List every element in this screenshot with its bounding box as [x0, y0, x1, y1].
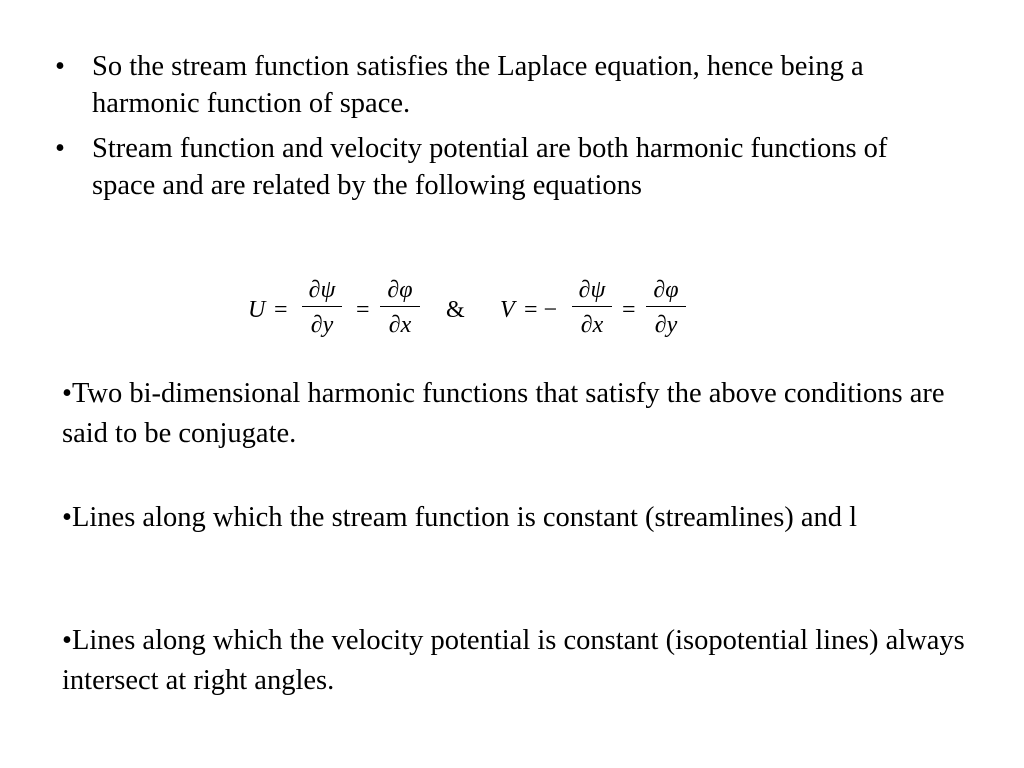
eq-numerator: ∂ψ	[578, 277, 606, 303]
eq-fraction-bar	[646, 306, 686, 307]
paragraph-streamlines: •Lines along which the stream function is constant (streamlines) and l	[62, 502, 858, 533]
eq-v-symbol: V	[500, 297, 515, 323]
eq-u-symbol: U	[248, 297, 266, 323]
eq-denominator: ∂x	[580, 312, 604, 338]
bullet-list	[55, 48, 955, 212]
bullet-item-laplace	[55, 48, 955, 122]
eq-fraction-dphi-dx	[378, 276, 422, 339]
eq-denominator: ∂y	[310, 312, 334, 338]
eq-equals: =	[356, 297, 370, 323]
eq-equals: =	[622, 297, 636, 323]
eq-numerator: ∂φ	[653, 277, 679, 303]
bullet-text: So the stream function satisfies the Laplace equation, hence being a harmonic function of space.	[92, 51, 864, 119]
eq-numerator: ∂φ	[387, 277, 413, 303]
paragraph-conjugate: •Two bi-dimensional harmonic functions that satisfy the above conditions are said to be conjugate.	[62, 378, 945, 449]
eq-fraction-bar	[572, 306, 612, 307]
eq-fraction-dphi-dy	[644, 276, 688, 339]
eq-fraction-dpsi-dy	[300, 276, 344, 339]
eq-fraction-bar	[302, 306, 342, 307]
eq-denominator: ∂x	[388, 312, 412, 338]
bullet-text: Stream function and velocity potential are both harmonic functions of space and are related by the following equations	[92, 133, 888, 201]
eq-numerator: ∂ψ	[308, 277, 336, 303]
bullet-marker: •	[55, 133, 65, 164]
paragraph-isopotential: •Lines along which the velocity potential is constant (isopotential lines) always intersect at right angles.	[62, 625, 965, 696]
eq-fraction-bar	[380, 306, 420, 307]
eq-equals-minus: = −	[524, 297, 558, 323]
eq-fraction-dpsi-dx	[570, 276, 614, 339]
bullet-marker: •	[55, 51, 65, 82]
bullet-item-harmonic	[55, 130, 955, 204]
velocity-equation	[248, 276, 718, 346]
eq-denominator: ∂y	[654, 312, 678, 338]
eq-ampersand: &	[446, 297, 465, 323]
eq-equals: =	[274, 297, 288, 323]
